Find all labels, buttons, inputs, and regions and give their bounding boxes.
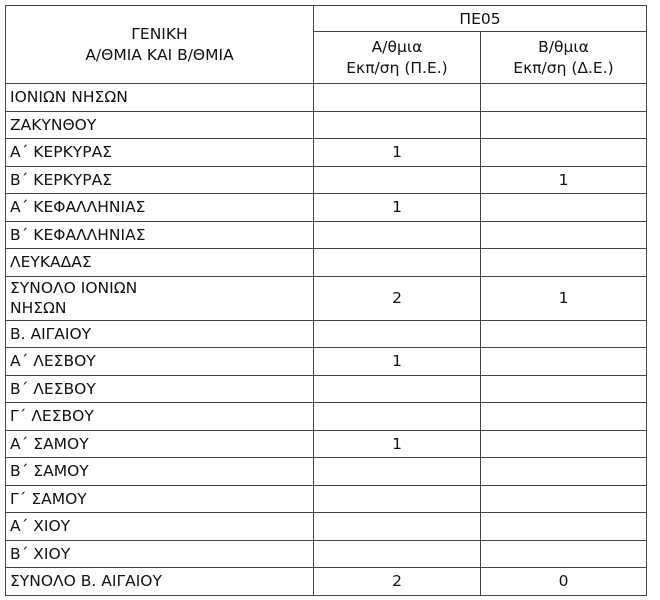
cell-secondary [481,458,647,486]
cell-primary: 1 [314,194,481,222]
cell-primary: 1 [314,139,481,167]
row-label-line2: ΝΗΣΩΝ [10,299,67,317]
cell-secondary: 0 [481,568,647,596]
table-body [6,84,647,596]
row-label: ΙΟΝΙΩΝ ΝΗΣΩΝ [6,84,314,112]
cell-secondary [481,403,647,431]
row-label: Α΄ ΚΕΦΑΛΛΗΝΙΑΣ [6,194,314,222]
cell-primary [314,403,481,431]
row-label: Α΄ ΛΕΣΒΟΥ [6,348,314,376]
column-header-secondary-line1: Β/θμια [538,37,589,56]
row-label: Β΄ ΣΑΜΟΥ [6,458,314,486]
cell-secondary [481,430,647,458]
table-header [6,6,647,84]
table-row [6,540,647,568]
data-table [5,5,647,596]
table-row [6,111,647,139]
table-row [6,139,647,167]
cell-primary [314,111,481,139]
table-row [6,166,647,194]
cell-secondary [481,375,647,403]
row-label: Β΄ ΚΕΡΚΥΡΑΣ [6,166,314,194]
cell-secondary [481,221,647,249]
table-row [6,485,647,513]
row-label: Β΄ ΚΕΦΑΛΛΗΝΙΑΣ [6,221,314,249]
table-row [6,568,647,596]
cell-secondary [481,540,647,568]
cell-primary: 2 [314,568,481,596]
cell-secondary [481,194,647,222]
table-row [6,276,647,320]
row-label: Α΄ ΣΑΜΟΥ [6,430,314,458]
row-label-line1: ΣΥΝΟΛΟ ΙΟΝΙΩΝ [10,279,138,297]
row-label: Α΄ ΚΕΡΚΥΡΑΣ [6,139,314,167]
cell-primary [314,249,481,277]
row-label: ΖΑΚΥΝΘΟΥ [6,111,314,139]
table-row [6,194,647,222]
cell-secondary [481,111,647,139]
column-header-primary [314,32,481,84]
row-label: Β. ΑΙΓΑΙΟΥ [6,320,314,348]
cell-secondary: 1 [481,166,647,194]
table-row [6,458,647,486]
table-row [6,320,647,348]
cell-secondary: 1 [481,276,647,320]
cell-primary: 2 [314,276,481,320]
cell-primary [314,84,481,112]
cell-primary: 1 [314,348,481,376]
cell-primary [314,513,481,541]
table-row [6,513,647,541]
corner-header-line1: ΓΕΝΙΚΗ [131,24,188,43]
row-label: ΛΕΥΚΑΔΑΣ [6,249,314,277]
cell-secondary [481,139,647,167]
row-label: Β΄ ΧΙΟΥ [6,540,314,568]
cell-secondary [481,485,647,513]
cell-primary [314,458,481,486]
table-row [6,403,647,431]
cell-secondary [481,84,647,112]
cell-primary [314,485,481,513]
corner-header [6,6,314,84]
table-row [6,221,647,249]
cell-primary [314,221,481,249]
column-header-secondary [481,32,647,84]
cell-primary [314,375,481,403]
row-label [6,276,314,320]
row-label: Β΄ ΛΕΣΒΟΥ [6,375,314,403]
cell-secondary [481,348,647,376]
table-row [6,84,647,112]
table-row [6,348,647,376]
cell-primary: 1 [314,430,481,458]
cell-secondary [481,249,647,277]
table-row [6,375,647,403]
corner-header-line2: Α/ΘΜΙΑ ΚΑΙ Β/ΘΜΙΑ [85,45,234,64]
group-header: ΠΕ05 [314,6,647,32]
cell-primary [314,540,481,568]
cell-primary [314,320,481,348]
cell-secondary [481,320,647,348]
row-label: Α΄ ΧΙΟΥ [6,513,314,541]
cell-primary [314,166,481,194]
row-label: Γ΄ ΣΑΜΟΥ [6,485,314,513]
cell-secondary [481,513,647,541]
table-row [6,249,647,277]
row-label: ΣΥΝΟΛΟ Β. ΑΙΓΑΙΟΥ [6,568,314,596]
row-label: Γ΄ ΛΕΣΒΟΥ [6,403,314,431]
column-header-secondary-line2: Εκπ/ση (Δ.Ε.) [513,58,614,77]
table-row [6,430,647,458]
header-row-group [6,6,647,32]
column-header-primary-line1: Α/θμια [371,37,423,56]
column-header-primary-line2: Εκπ/ση (Π.Ε.) [346,58,448,77]
